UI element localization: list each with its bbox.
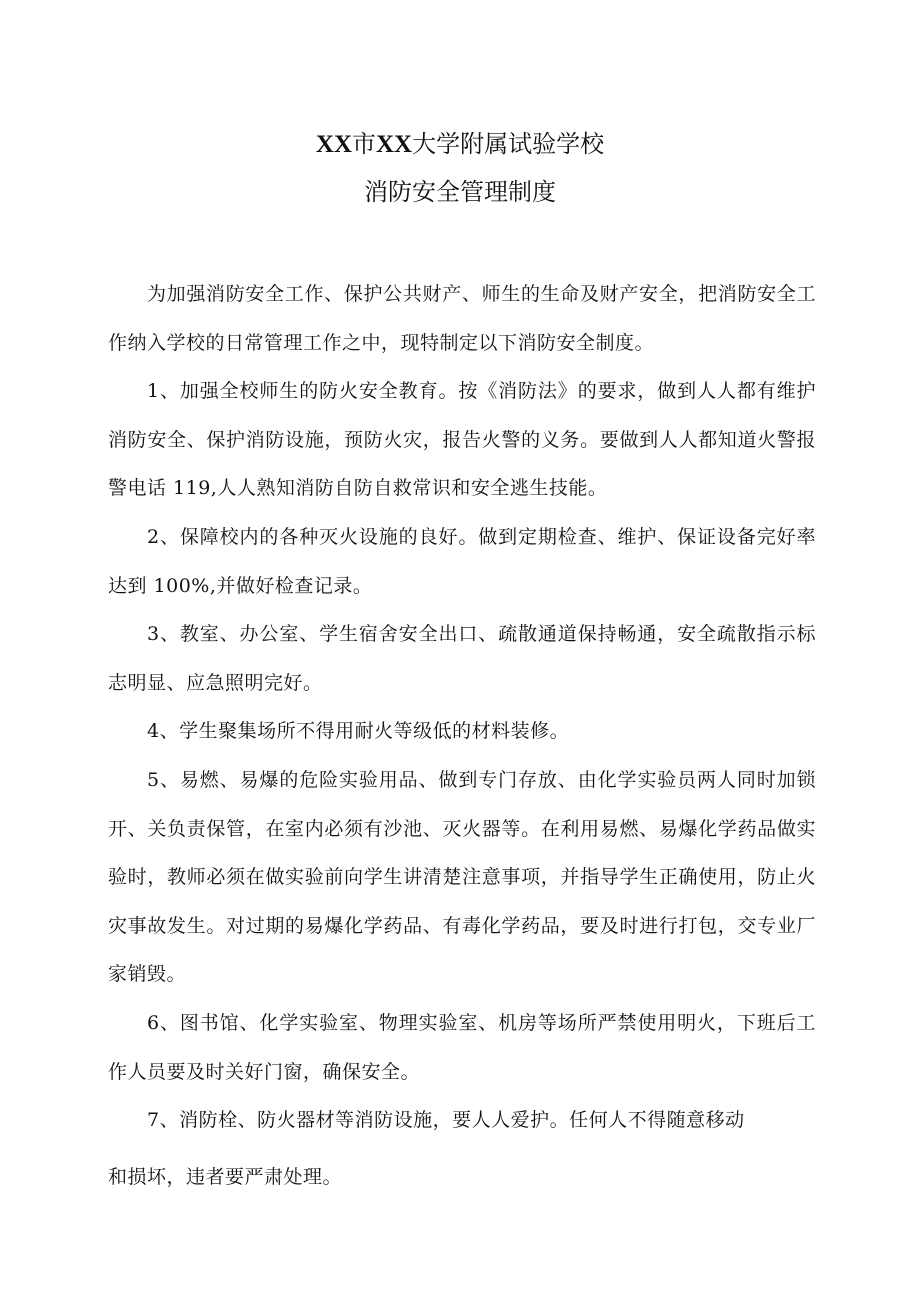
document-subtitle: 消防安全管理制度 bbox=[364, 178, 556, 206]
paragraph-rule-5: 5、易燃、易爆的危险实验用品、做到专门存放、由化学实验员两人同时加锁开、关负责保管，在室内必须有沙池、灭火器等。在利用易燃、易爆化学药品做实验时，教师必须在做实验前向学生讲清楚注意事项，并指导学生正确使用，防止火灾事故发生。对过期的易爆化学药品、有毒化学药品，要及时进行打包，交专业厂家销毁。 bbox=[108, 768, 816, 986]
paragraph-rule-6: 6、图书馆、化学实验室、物理实验室、机房等场所严禁使用明火，下班后工作人员要及时关好门窗，确保安全。 bbox=[108, 1011, 816, 1083]
title-xx-city: XX bbox=[315, 131, 352, 158]
paragraph-rule-2: 2、保障校内的各种灭火设施的良好。做到定期检查、维护、保证设备完好率达到 100%,并做好检查记录。 bbox=[108, 525, 816, 597]
paragraph-rule-7-continuation: 和损坏，违者要严肃处理。 bbox=[108, 1165, 343, 1188]
title-school-name: 大学附属试验学校 bbox=[412, 130, 605, 158]
title-city-suffix: 市 bbox=[352, 130, 376, 158]
title-xx-university: XX bbox=[376, 131, 413, 158]
document-title bbox=[0, 124, 920, 165]
paragraph-rule-1: 1、加强全校师生的防火安全教育。按《消防法》的要求，做到人人都有维护消防安全、保护消防设施，预防火灾，报告火警的义务。要做到人人都知道火警报警电话 119,人人熟知消防自防自救常识和安全逃生技能。 bbox=[108, 380, 816, 500]
paragraph-rule-4: 4、学生聚集场所不得用耐火等级低的材料装修。 bbox=[147, 720, 570, 743]
paragraph-rule-3: 3、教室、办公室、学生宿舍安全出口、疏散通道保持畅通，安全疏散指示标志明显、应急照明完好。 bbox=[108, 623, 816, 694]
document-body bbox=[108, 270, 816, 1201]
paragraph-intro: 为加强消防安全工作、保护公共财产、师生的生命及财产安全，把消防安全工作纳入学校的日常管理工作之中，现特制定以下消防安全制度。 bbox=[108, 283, 816, 354]
paragraph-rule-7: 7、消防栓、防火器材等消防设施，要人人爱护。任何人不得随意移动 bbox=[147, 1109, 745, 1132]
